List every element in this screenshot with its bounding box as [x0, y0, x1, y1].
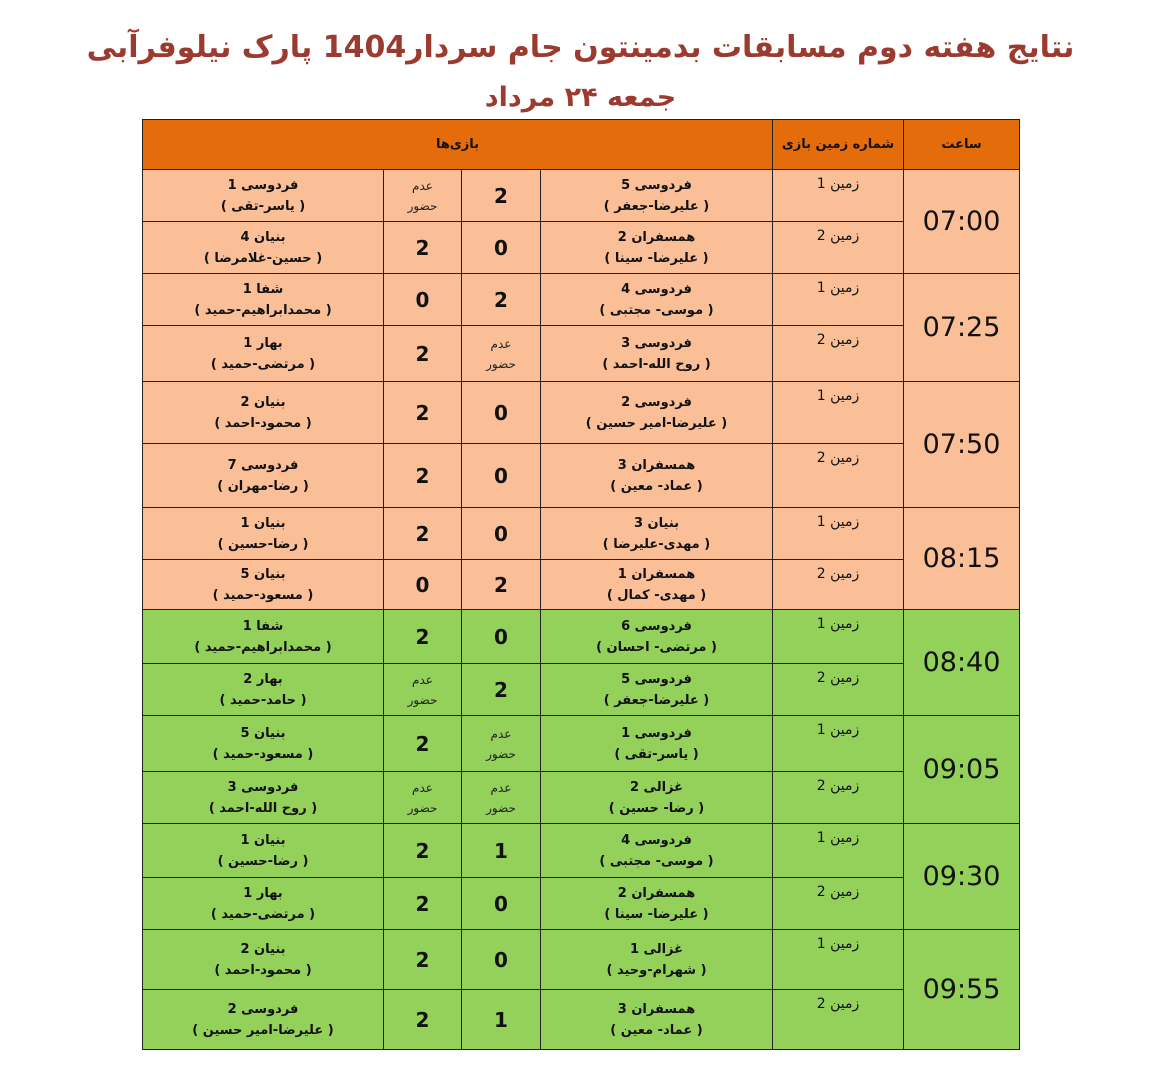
time-slot: 08:15 — [904, 508, 1020, 610]
right-team-players: ( شهرام-وحید ) — [606, 962, 707, 978]
right-team-name: 4 فردوسی — [621, 832, 692, 848]
score: 2 — [384, 610, 462, 664]
score: 0 — [462, 382, 541, 444]
left-team-cell — [143, 772, 384, 824]
left-team-players: ( مسعود-حمید ) — [212, 746, 314, 762]
score: 0 — [384, 274, 462, 326]
left-team-name: 1 بهار — [243, 335, 283, 351]
right-team-cell — [541, 772, 773, 824]
match-row — [143, 326, 1020, 382]
page-title: نتایج هفته دوم مسابقات بدمینتون جام سردار1404 پارک نیلوفرآبی — [86, 30, 1075, 65]
right-team-name: 1 همسفران — [617, 566, 696, 582]
court-number: زمین 2 — [773, 326, 904, 382]
score: 0 — [462, 222, 541, 274]
time-slot: 08:40 — [904, 610, 1020, 716]
right-team-name: 1 فردوسی — [621, 725, 692, 741]
court-number: زمین 2 — [773, 878, 904, 930]
absent-label: عدم حضور — [384, 170, 462, 222]
left-team-name: 4 بنیان — [240, 229, 286, 245]
left-team-name: 1 بنیان — [240, 515, 286, 531]
score: 2 — [462, 274, 541, 326]
court-number: زمین 2 — [773, 772, 904, 824]
right-team-cell — [541, 930, 773, 990]
score: 2 — [384, 878, 462, 930]
match-row — [143, 990, 1020, 1050]
left-team-name: 2 بهار — [243, 671, 283, 687]
time-slot: 09:30 — [904, 824, 1020, 930]
left-team-name: 1 شفا — [242, 281, 284, 297]
left-team-players: ( رضا-حسین ) — [217, 536, 309, 552]
left-team-players: ( محمود-احمد ) — [214, 962, 312, 978]
right-team-cell — [541, 508, 773, 560]
court-number: زمین 2 — [773, 444, 904, 508]
right-team-players: ( مرتضی- احسان ) — [596, 639, 717, 655]
absent-label: عدم حضور — [384, 772, 462, 824]
right-team-players: ( رضا- حسین ) — [608, 800, 705, 816]
left-team-name: 1 بنیان — [240, 832, 286, 848]
left-team-cell — [143, 560, 384, 610]
right-team-cell — [541, 222, 773, 274]
left-team-players: ( علیرضا-امیر حسین ) — [192, 1022, 334, 1038]
right-team-name: 4 فردوسی — [621, 281, 692, 297]
score: 2 — [384, 824, 462, 878]
court-number: زمین 1 — [773, 274, 904, 326]
score: 0 — [462, 508, 541, 560]
score: 1 — [462, 990, 541, 1050]
left-team-name: 1 فردوسی — [227, 177, 299, 193]
score: 2 — [462, 170, 541, 222]
right-team-name: 2 همسفران — [617, 229, 696, 245]
score: 0 — [462, 444, 541, 508]
right-team-cell — [541, 560, 773, 610]
match-row — [143, 824, 1020, 878]
page-subtitle: جمعه ۲۴ مرداد — [484, 82, 677, 113]
match-row — [143, 610, 1020, 664]
left-team-players: ( محمود-احمد ) — [214, 415, 312, 431]
left-team-players: ( رضا-مهران ) — [217, 478, 309, 494]
left-team-cell — [143, 990, 384, 1050]
left-team-players: ( روح الله-احمد ) — [208, 800, 318, 816]
left-team-name: 1 بهار — [243, 885, 283, 901]
time-slot: 09:55 — [904, 930, 1020, 1050]
court-number: زمین 1 — [773, 382, 904, 444]
header-time: ساعت — [904, 120, 1020, 170]
right-team-cell — [541, 326, 773, 382]
match-row — [143, 382, 1020, 444]
score: 2 — [384, 990, 462, 1050]
right-team-name: 6 فردوسی — [621, 618, 692, 634]
right-team-cell — [541, 444, 773, 508]
left-team-players: ( مرتضی-حمید ) — [210, 906, 316, 922]
match-row — [143, 170, 1020, 222]
right-team-players: ( عماد- معین ) — [610, 478, 703, 494]
right-team-cell — [541, 990, 773, 1050]
match-row — [143, 444, 1020, 508]
match-row — [143, 560, 1020, 610]
left-team-cell — [143, 824, 384, 878]
match-row — [143, 274, 1020, 326]
left-team-cell — [143, 326, 384, 382]
right-team-players: ( علیرضا-جعفر ) — [603, 198, 710, 214]
score: 2 — [384, 222, 462, 274]
header-row — [143, 120, 1020, 170]
right-team-cell — [541, 170, 773, 222]
right-team-players: ( علیرضا- سینا ) — [604, 250, 709, 266]
court-number: زمین 1 — [773, 610, 904, 664]
left-team-cell — [143, 170, 384, 222]
left-team-cell — [143, 664, 384, 716]
right-team-name: 1 غزالی — [629, 941, 684, 957]
left-team-players: ( یاسر-تقی ) — [220, 198, 306, 214]
score: 0 — [462, 610, 541, 664]
score: 2 — [384, 382, 462, 444]
score: 0 — [384, 560, 462, 610]
left-team-cell — [143, 274, 384, 326]
absent-label: عدم حضور — [462, 716, 541, 772]
left-team-name: 7 فردوسی — [227, 457, 299, 473]
left-team-cell — [143, 930, 384, 990]
left-team-players: ( حامد-حمید ) — [219, 692, 307, 708]
right-team-name: 3 همسفران — [617, 457, 696, 473]
score: 2 — [384, 716, 462, 772]
right-team-players: ( علیرضا-امیر حسین ) — [585, 415, 728, 431]
left-team-name: 3 فردوسی — [227, 779, 299, 795]
left-team-cell — [143, 610, 384, 664]
score: 2 — [384, 444, 462, 508]
match-row — [143, 878, 1020, 930]
court-number: زمین 2 — [773, 664, 904, 716]
right-team-cell — [541, 274, 773, 326]
right-team-name: 5 فردوسی — [621, 671, 692, 687]
right-team-players: ( مهدی-علیرضا ) — [602, 536, 711, 552]
score: 2 — [384, 930, 462, 990]
score: 2 — [462, 664, 541, 716]
results-table — [142, 119, 1020, 1050]
absent-label: عدم حضور — [462, 772, 541, 824]
court-number: زمین 2 — [773, 222, 904, 274]
score: 2 — [384, 508, 462, 560]
right-team-players: ( موسی- مجتبی ) — [599, 853, 714, 869]
right-team-players: ( روح الله-احمد ) — [602, 356, 711, 372]
left-team-cell — [143, 508, 384, 560]
left-team-cell — [143, 444, 384, 508]
match-row — [143, 222, 1020, 274]
left-team-cell — [143, 878, 384, 930]
right-team-players: ( مهدی- کمال ) — [606, 587, 707, 603]
left-team-name: 2 فردوسی — [227, 1001, 299, 1017]
match-row — [143, 508, 1020, 560]
court-number: زمین 1 — [773, 170, 904, 222]
score: 1 — [462, 824, 541, 878]
score: 0 — [462, 930, 541, 990]
right-team-name: 2 غزالی — [629, 779, 684, 795]
header-court: شماره زمین بازی — [773, 120, 904, 170]
right-team-name: 2 فردوسی — [621, 394, 692, 410]
right-team-players: ( یاسر-تقی ) — [614, 746, 699, 762]
time-slot: 07:50 — [904, 382, 1020, 508]
right-team-cell — [541, 824, 773, 878]
right-team-players: ( موسی- مجتبی ) — [599, 302, 714, 318]
left-team-name: 1 شفا — [242, 618, 284, 634]
absent-label: عدم حضور — [384, 664, 462, 716]
score: 0 — [462, 878, 541, 930]
left-team-players: ( رضا-حسین ) — [217, 853, 309, 869]
right-team-cell — [541, 878, 773, 930]
left-team-players: ( مسعود-حمید ) — [212, 587, 314, 603]
score: 2 — [462, 560, 541, 610]
left-team-players: ( حسین-غلامرضا ) — [203, 250, 323, 266]
court-number: زمین 1 — [773, 930, 904, 990]
right-team-cell — [541, 716, 773, 772]
court-number: زمین 2 — [773, 560, 904, 610]
left-team-players: ( محمدابراهیم-حمید ) — [194, 302, 332, 318]
right-team-cell — [541, 382, 773, 444]
right-team-players: ( عماد- معین ) — [610, 1022, 703, 1038]
right-team-cell — [541, 664, 773, 716]
right-team-name: 2 همسفران — [617, 885, 696, 901]
match-row — [143, 772, 1020, 824]
score: 2 — [384, 326, 462, 382]
left-team-name: 2 بنیان — [240, 941, 286, 957]
court-number: زمین 1 — [773, 824, 904, 878]
match-row — [143, 930, 1020, 990]
left-team-cell — [143, 222, 384, 274]
left-team-cell — [143, 716, 384, 772]
time-slot: 07:25 — [904, 274, 1020, 382]
header-games: بازی‌ها — [143, 120, 773, 170]
match-row — [143, 716, 1020, 772]
right-team-name: 5 فردوسی — [621, 177, 692, 193]
court-number: زمین 1 — [773, 716, 904, 772]
left-team-players: ( محمدابراهیم-حمید ) — [194, 639, 332, 655]
right-team-name: 3 همسفران — [617, 1001, 696, 1017]
time-slot: 07:00 — [904, 170, 1020, 274]
court-number: زمین 1 — [773, 508, 904, 560]
left-team-name: 5 بنیان — [240, 566, 286, 582]
right-team-players: ( علیرضا-جعفر ) — [603, 692, 710, 708]
absent-label: عدم حضور — [462, 326, 541, 382]
left-team-cell — [143, 382, 384, 444]
right-team-cell — [541, 610, 773, 664]
court-number: زمین 2 — [773, 990, 904, 1050]
time-slot: 09:05 — [904, 716, 1020, 824]
match-row — [143, 664, 1020, 716]
left-team-name: 2 بنیان — [240, 394, 286, 410]
left-team-name: 5 بنیان — [240, 725, 286, 741]
right-team-players: ( علیرضا- سینا ) — [604, 906, 709, 922]
right-team-name: 3 فردوسی — [621, 335, 692, 351]
left-team-players: ( مرتضی-حمید ) — [210, 356, 316, 372]
right-team-name: 3 بنیان — [633, 515, 680, 531]
